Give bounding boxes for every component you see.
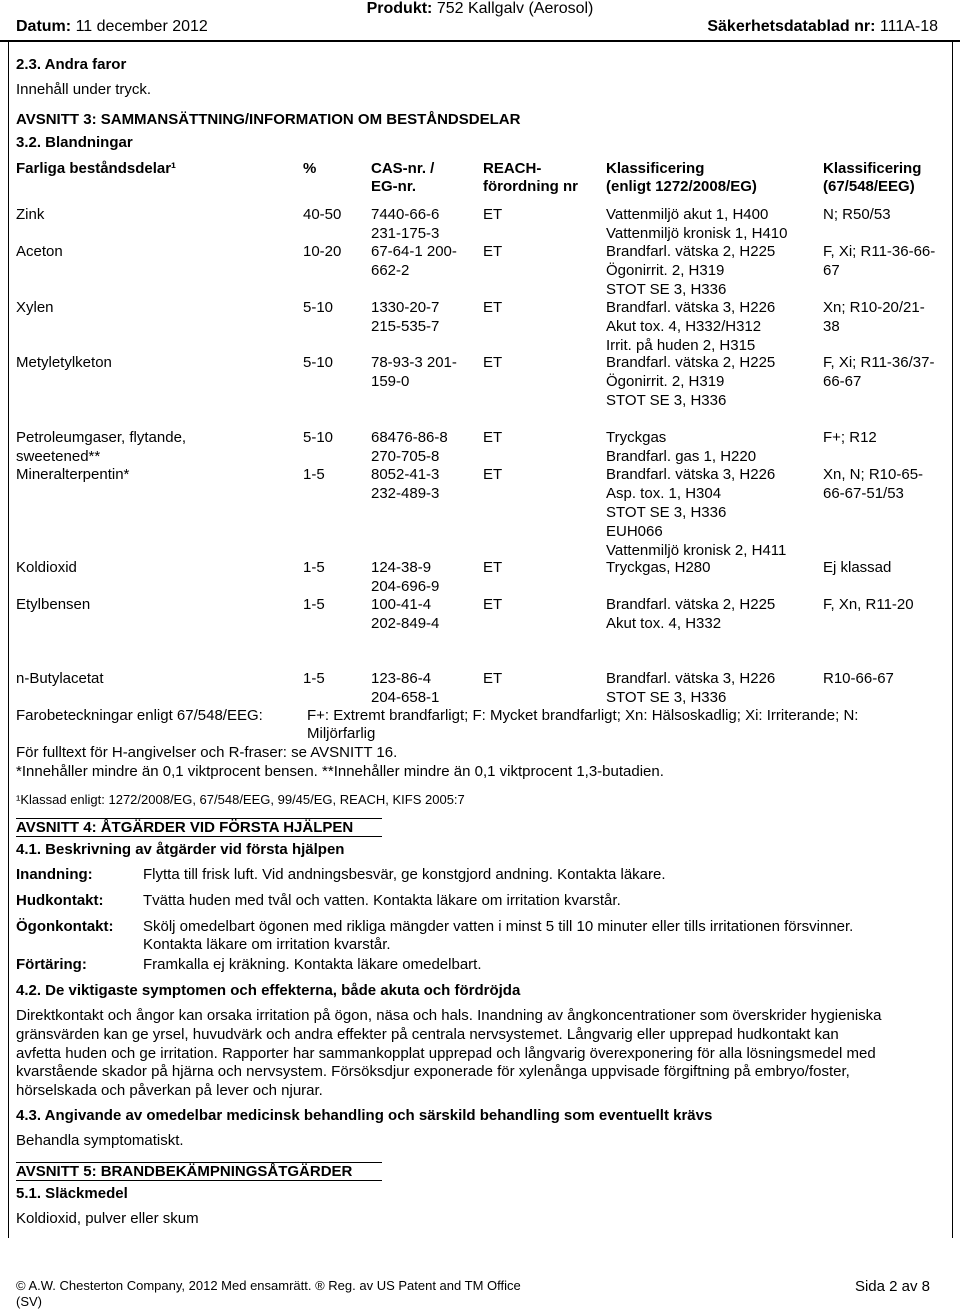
cell-line: Brandfarl. vätska 2, H225 — [606, 354, 776, 371]
cell-line: R10-66-67 — [823, 670, 894, 687]
col-cas-1: CAS-nr. / — [371, 160, 435, 177]
date-label: Datum: — [16, 18, 72, 35]
product-label: Produkt: — [366, 0, 433, 17]
ogonkontakt-text-2: Kontakta läkare om irritation kvarstår. — [143, 936, 391, 953]
cell-line: Xn, N; R10-65- — [823, 466, 924, 483]
cell-reach: ET — [483, 206, 503, 223]
cell-reach: ET — [483, 243, 503, 260]
cell-line: F, Xi; R11-36-66- — [823, 243, 936, 260]
cell-eeg — [823, 669, 894, 688]
cell-line: Brandfarl. vätska 3, H226 — [606, 466, 776, 483]
cell-line: 231-175-3 — [371, 225, 440, 242]
cell-name — [16, 558, 77, 577]
cell-line: 204-696-9 — [371, 578, 440, 595]
cell-pct: 1-5 — [303, 466, 325, 483]
cell-name — [16, 595, 90, 614]
cell-line: Vattenmiljö kronisk 1, H410 — [606, 225, 788, 242]
cell-reach: ET — [483, 429, 503, 446]
cell-line: Brandfarl. vätska 2, H225 — [606, 596, 776, 613]
fulltext-note: För fulltext för H-angivelser och R-fraser: se AVSNITT 16. — [16, 744, 398, 761]
cell-line: sweetened** — [16, 448, 101, 465]
cell-line: STOT SE 3, H336 — [606, 392, 727, 409]
cell-eeg — [823, 242, 935, 280]
col-klass-1: Klassificering — [606, 160, 705, 177]
cell-eeg — [823, 428, 877, 447]
cell-eeg — [823, 205, 891, 224]
cell-line: 66-67-51/53 — [823, 485, 904, 502]
cell-line: 202-849-4 — [371, 615, 440, 632]
cell-line: Mineralterpentin* — [16, 466, 130, 483]
page-footer — [0, 1270, 960, 1311]
col-eeg-2: (67/548/EEG) — [823, 178, 915, 195]
cell-line: Brandfarl. vätska 3, H226 — [606, 670, 776, 687]
date-line — [16, 18, 208, 36]
cell-cas — [371, 205, 439, 243]
cell-pct: 1-5 — [303, 559, 325, 576]
cell-line: EUH066 — [606, 523, 663, 540]
s5-sub1: 5.1. Släckmedel — [16, 1185, 128, 1202]
col-reach-2: förordning nr — [483, 178, 578, 195]
cell-line: 662-2 — [371, 262, 410, 279]
cell-eeg — [823, 558, 891, 577]
cell-line: 68476-86-8 — [371, 429, 448, 446]
date-value: 11 december 2012 — [75, 18, 208, 35]
page-number: Sida 2 av 8 — [854, 1278, 930, 1295]
cell-pct: 1-5 — [303, 670, 325, 687]
s4-sub3: 4.3. Angivande av omedelbar medicinsk behandling och särskild behandling som eventuellt krävs — [16, 1107, 713, 1124]
hudkontakt-text: Tvätta huden med tvål och vatten. Kontakta läkare om irritation kvarstår. — [143, 892, 621, 909]
cell-line: 38 — [823, 318, 840, 335]
fortaring-label: Förtäring: — [16, 956, 87, 973]
sds-value: 111A-18 — [879, 18, 938, 35]
cell-cas — [371, 353, 457, 391]
cell-klass — [606, 298, 775, 355]
cell-line: Brandfarl. gas 1, H220 — [606, 448, 757, 465]
cell-line: 159-0 — [371, 373, 410, 390]
cell-line: Etylbensen — [16, 596, 91, 613]
cell-line: 1330-20-7 — [371, 299, 440, 316]
s4-para-4: kvarstående skador på hjärna och nervsystem. Försöksdjur exponerade för xylenånga uppvisade förgiftning på embryo/foster, — [16, 1063, 850, 1080]
cell-name — [16, 298, 54, 317]
cell-line: Ej klassad — [823, 559, 892, 576]
cell-pct: 40-50 — [303, 206, 342, 223]
cell-line: Petroleumgaser, flytande, — [16, 429, 187, 446]
cell-line: Tryckgas, H280 — [606, 559, 711, 576]
s4-sub1: 4.1. Beskrivning av åtgärder vid första hjälpen — [16, 841, 345, 858]
cell-line: Xn; R10-20/21- — [823, 299, 925, 316]
inandning-text: Flytta till frisk luft. Vid andningsbesvär, ge konstgjord andning. Kontakta läkare. — [143, 866, 666, 883]
cell-line: Akut tox. 4, H332/H312 — [606, 318, 762, 335]
cell-pct: 10-20 — [303, 243, 342, 260]
cell-cas — [371, 595, 439, 633]
cell-line: 7440-66-6 — [371, 206, 440, 223]
col-eeg-1: Klassificering — [823, 160, 922, 177]
cell-klass — [606, 558, 710, 577]
cell-line: 66-67 — [823, 373, 862, 390]
s4-sub3-text: Behandla symptomatiskt. — [16, 1132, 184, 1149]
cell-eeg — [823, 353, 934, 391]
s4-para-5: hörselskada och påverkan på lever och njurar. — [16, 1082, 323, 1099]
cell-reach: ET — [483, 466, 503, 483]
col-reach-1: REACH- — [483, 160, 542, 177]
cell-line: F, Xi; R11-36/37- — [823, 354, 935, 371]
ogonkontakt-label: Ögonkontakt: — [16, 918, 114, 935]
cell-name — [16, 428, 186, 466]
cell-line: Aceton — [16, 243, 63, 260]
cell-line: 232-489-3 — [371, 485, 440, 502]
cell-line: 215-535-7 — [371, 318, 440, 335]
cell-klass — [606, 465, 786, 560]
s4-para-3: avfetta huden och ge irritation. Rapporter har sammankopplat upprepad och långvarig överexponering för alla lösningsmedel med — [16, 1045, 876, 1062]
s3-title: AVSNITT 3: SAMMANSÄTTNING/INFORMATION OM BESTÅNDSDELAR — [16, 111, 521, 128]
cell-line: Xylen — [16, 299, 54, 316]
cell-line: Tryckgas — [606, 429, 667, 446]
impurity-note: *Innehåller mindre än 0,1 viktprocent bensen. **Innehåller mindre än 0,1 viktprocent 1,3-butadien. — [16, 763, 664, 780]
cell-line: 67 — [823, 262, 840, 279]
s2-text: Innehåll under tryck. — [16, 81, 152, 98]
cell-pct: 5-10 — [303, 299, 334, 316]
s4-title: AVSNITT 4: ÅTGÄRDER VID FÖRSTA HJÄLPEN — [16, 818, 382, 837]
language-code: (SV) — [16, 1294, 42, 1309]
cell-line: Ögonirrit. 2, H319 — [606, 262, 725, 279]
cell-line: Zink — [16, 206, 45, 223]
col-name: Farliga beståndsdelar¹ — [16, 160, 177, 177]
cell-cas — [371, 558, 439, 596]
cell-line: Koldioxid — [16, 559, 77, 576]
product-line — [0, 0, 960, 18]
col-pct: % — [303, 160, 317, 177]
col-klass-2: (enligt 1272/2008/EG) — [606, 178, 757, 195]
cell-klass — [606, 669, 775, 707]
cell-line: F+; R12 — [823, 429, 877, 446]
s5-text: Koldioxid, pulver eller skum — [16, 1210, 199, 1227]
cell-name — [16, 242, 63, 261]
cell-line: 100-41-4 — [371, 596, 432, 613]
cell-reach: ET — [483, 354, 503, 371]
cell-line: Asp. tox. 1, H304 — [606, 485, 722, 502]
hudkontakt-label: Hudkontakt: — [16, 892, 104, 909]
cell-name — [16, 465, 129, 484]
cell-line: Irrit. på huden 2, H315 — [606, 337, 756, 354]
cell-cas — [371, 298, 439, 336]
cell-line: Vattenmiljö akut 1, H400 — [606, 206, 769, 223]
cell-line: 270-705-8 — [371, 448, 440, 465]
cell-line: N; R50/53 — [823, 206, 891, 223]
cell-line: 123-86-4 — [371, 670, 432, 687]
faro-label: Farobeteckningar enligt 67/548/EEG: — [16, 707, 263, 724]
cell-pct: 5-10 — [303, 429, 334, 446]
cell-line: Brandfarl. vätska 3, H226 — [606, 299, 776, 316]
cell-eeg — [823, 595, 914, 614]
page-header — [0, 0, 960, 42]
cell-line: STOT SE 3, H336 — [606, 689, 727, 706]
cell-line: Akut tox. 4, H332 — [606, 615, 722, 632]
cell-reach: ET — [483, 670, 503, 687]
cell-eeg — [823, 298, 925, 336]
s2-heading: 2.3. Andra faror — [16, 56, 127, 73]
sds-line — [707, 18, 938, 36]
product-value: 752 Kallgalv (Aerosol) — [436, 0, 594, 17]
cell-reach: ET — [483, 559, 503, 576]
cell-cas — [371, 669, 439, 707]
cell-pct: 1-5 — [303, 596, 325, 613]
cell-line: Ögonirrit. 2, H319 — [606, 373, 725, 390]
sds-label: Säkerhetsdatablad nr: — [707, 18, 876, 35]
cell-reach: ET — [483, 596, 503, 613]
inandning-label: Inandning: — [16, 866, 93, 883]
faro-text-2: Miljörfarlig — [307, 725, 376, 742]
s4-para-2: gränsvärden kan ge yrsel, huvudvärk och andra effekter på centrala nervsystemet. Långvarig eller upprepad hudkontakt kan — [16, 1026, 839, 1043]
ogonkontakt-text-1: Skölj omedelbart ögonen med rikliga mängder vatten i minst 5 till 10 minuter eller tills irritationen försvinner. — [143, 918, 854, 935]
cell-line: STOT SE 3, H336 — [606, 504, 727, 521]
cell-line: 124-38-9 — [371, 559, 432, 576]
cell-line: Brandfarl. vätska 2, H225 — [606, 243, 776, 260]
s5-title: AVSNITT 5: BRANDBEKÄMPNINGSÅTGÄRDER — [16, 1162, 382, 1181]
s4-sub2: 4.2. De viktigaste symptomen och effekterna, både akuta och fördröjda — [16, 982, 521, 999]
col-cas-2: EG-nr. — [371, 178, 417, 195]
footer-left — [16, 1278, 521, 1310]
cell-line: Vattenmiljö kronisk 2, H411 — [606, 542, 787, 559]
s3-subtitle: 3.2. Blandningar — [16, 134, 133, 151]
cell-klass — [606, 353, 775, 410]
cell-reach: ET — [483, 299, 503, 316]
cell-line: F, Xn, R11-20 — [823, 596, 914, 613]
cell-name — [16, 205, 44, 224]
cell-klass — [606, 595, 775, 633]
cell-klass — [606, 242, 775, 299]
cell-line: 204-658-1 — [371, 689, 440, 706]
cell-klass — [606, 428, 756, 466]
cell-cas — [371, 428, 448, 466]
s4-para-1: Direktkontakt och ångor kan orsaka irritation på ögon, näsa och hals. Inandning av ångkoncentrationer som överskrider hygieniska — [16, 1007, 882, 1024]
fortaring-text: Framkalla ej kräkning. Kontakta läkare omedelbart. — [143, 956, 482, 973]
faro-text-1: F+: Extremt brandfarligt; F: Mycket brandfarligt; Xn: Hälsoskadlig; Xi: Irriterande; N: — [307, 707, 859, 724]
cell-line: 8052-41-3 — [371, 466, 440, 483]
cell-line: STOT SE 3, H336 — [606, 281, 727, 298]
classification-footnote: ¹Klassad enligt: 1272/2008/EG, 67/548/EEG, 99/45/EG, REACH, KIFS 2005:7 — [16, 792, 465, 807]
cell-cas — [371, 242, 457, 280]
cell-eeg — [823, 465, 923, 503]
cell-line: 78-93-3 201- — [371, 354, 457, 371]
cell-name — [16, 669, 104, 688]
cell-klass — [606, 205, 787, 243]
cell-cas — [371, 465, 439, 503]
cell-name — [16, 353, 112, 372]
cell-line: 67-64-1 200- — [371, 243, 457, 260]
copyright-text: © A.W. Chesterton Company, 2012 Med ensamrätt. ® Reg. av US Patent and TM Office — [16, 1278, 521, 1293]
cell-line: n-Butylacetat — [16, 670, 104, 687]
cell-line: Metyletylketon — [16, 354, 112, 371]
cell-pct: 5-10 — [303, 354, 334, 371]
